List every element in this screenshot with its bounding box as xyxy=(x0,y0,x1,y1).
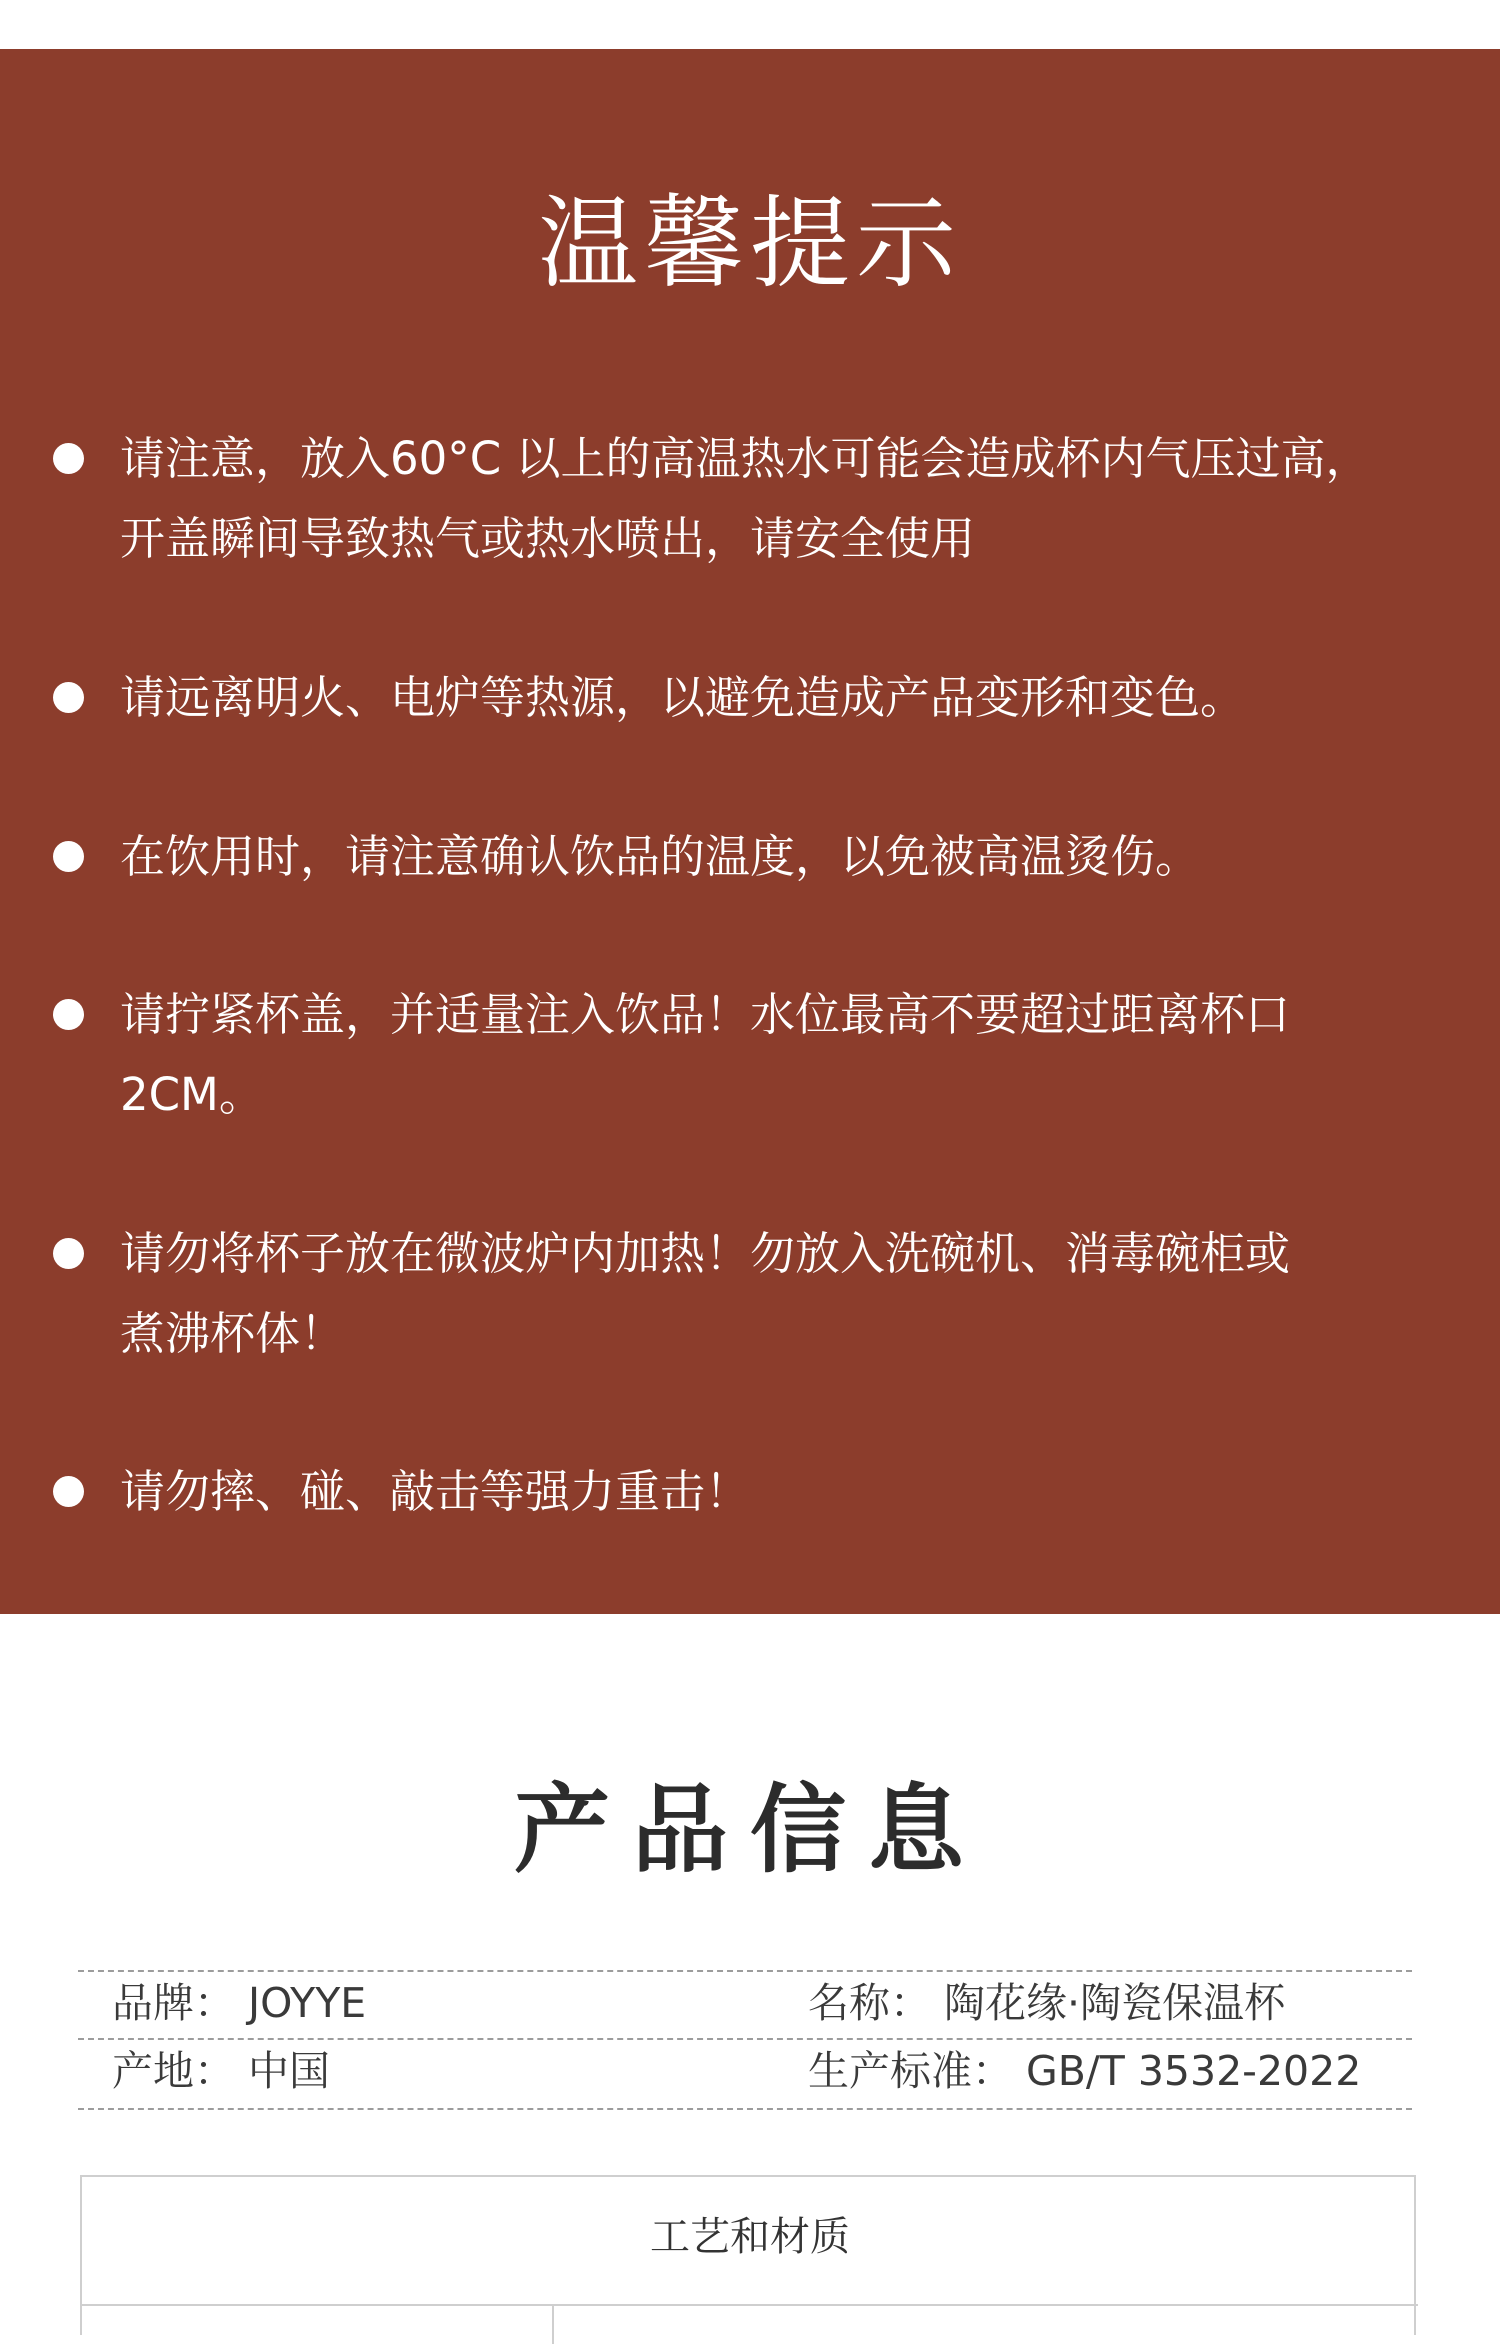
product-name-field: 名称： 陶花缘·陶瓷保温杯 xyxy=(808,1979,1286,2027)
bullet-icon xyxy=(53,999,84,1030)
product-info-title: 产品信息 xyxy=(514,1774,986,1886)
warm-tips-title: 温馨提示 xyxy=(538,185,962,302)
divider xyxy=(78,2108,1412,2110)
craft-material-table xyxy=(80,2175,1416,2335)
bullet-icon xyxy=(53,443,84,474)
tip-text: 在饮用时，请注意确认饮品的温度，以免被高温烫伤。 xyxy=(120,830,1201,883)
divider xyxy=(78,1970,1412,1972)
tip-text: 请勿将杯子放在微波炉内加热！勿放入洗碗机、消毒碗柜或 煮沸杯体！ xyxy=(120,1227,1291,1360)
warm-tips-section xyxy=(0,49,1500,1614)
bullet-icon xyxy=(53,1238,84,1269)
origin-field: 产地： 中国 xyxy=(112,2047,331,2095)
brand-field: 品牌： JOYYE xyxy=(112,1979,367,2027)
bullet-icon xyxy=(53,682,84,713)
tip-text: 请拧紧杯盖，并适量注入饮品！水位最高不要超过距离杯口 2CM。 xyxy=(120,988,1291,1121)
table-divider xyxy=(82,2304,1418,2306)
bullet-icon xyxy=(53,1476,84,1507)
standard-field: 生产标准： GB/T 3532-2022 xyxy=(808,2047,1362,2095)
tip-text: 请远离明火、电炉等热源，以避免造成产品变形和变色。 xyxy=(120,671,1246,724)
bullet-icon xyxy=(53,841,84,872)
divider xyxy=(78,2038,1412,2040)
tip-text: 请勿摔、碰、敲击等强力重击！ xyxy=(120,1465,751,1518)
tip-text: 请注意，放入60°C 以上的高温热水可能会造成杯内气压过高， 开盖瞬间导致热气或热水喷出，请安全使用 xyxy=(120,432,1371,565)
craft-table-header: 工艺和材质 xyxy=(650,2214,850,2260)
table-column-divider xyxy=(552,2304,554,2344)
